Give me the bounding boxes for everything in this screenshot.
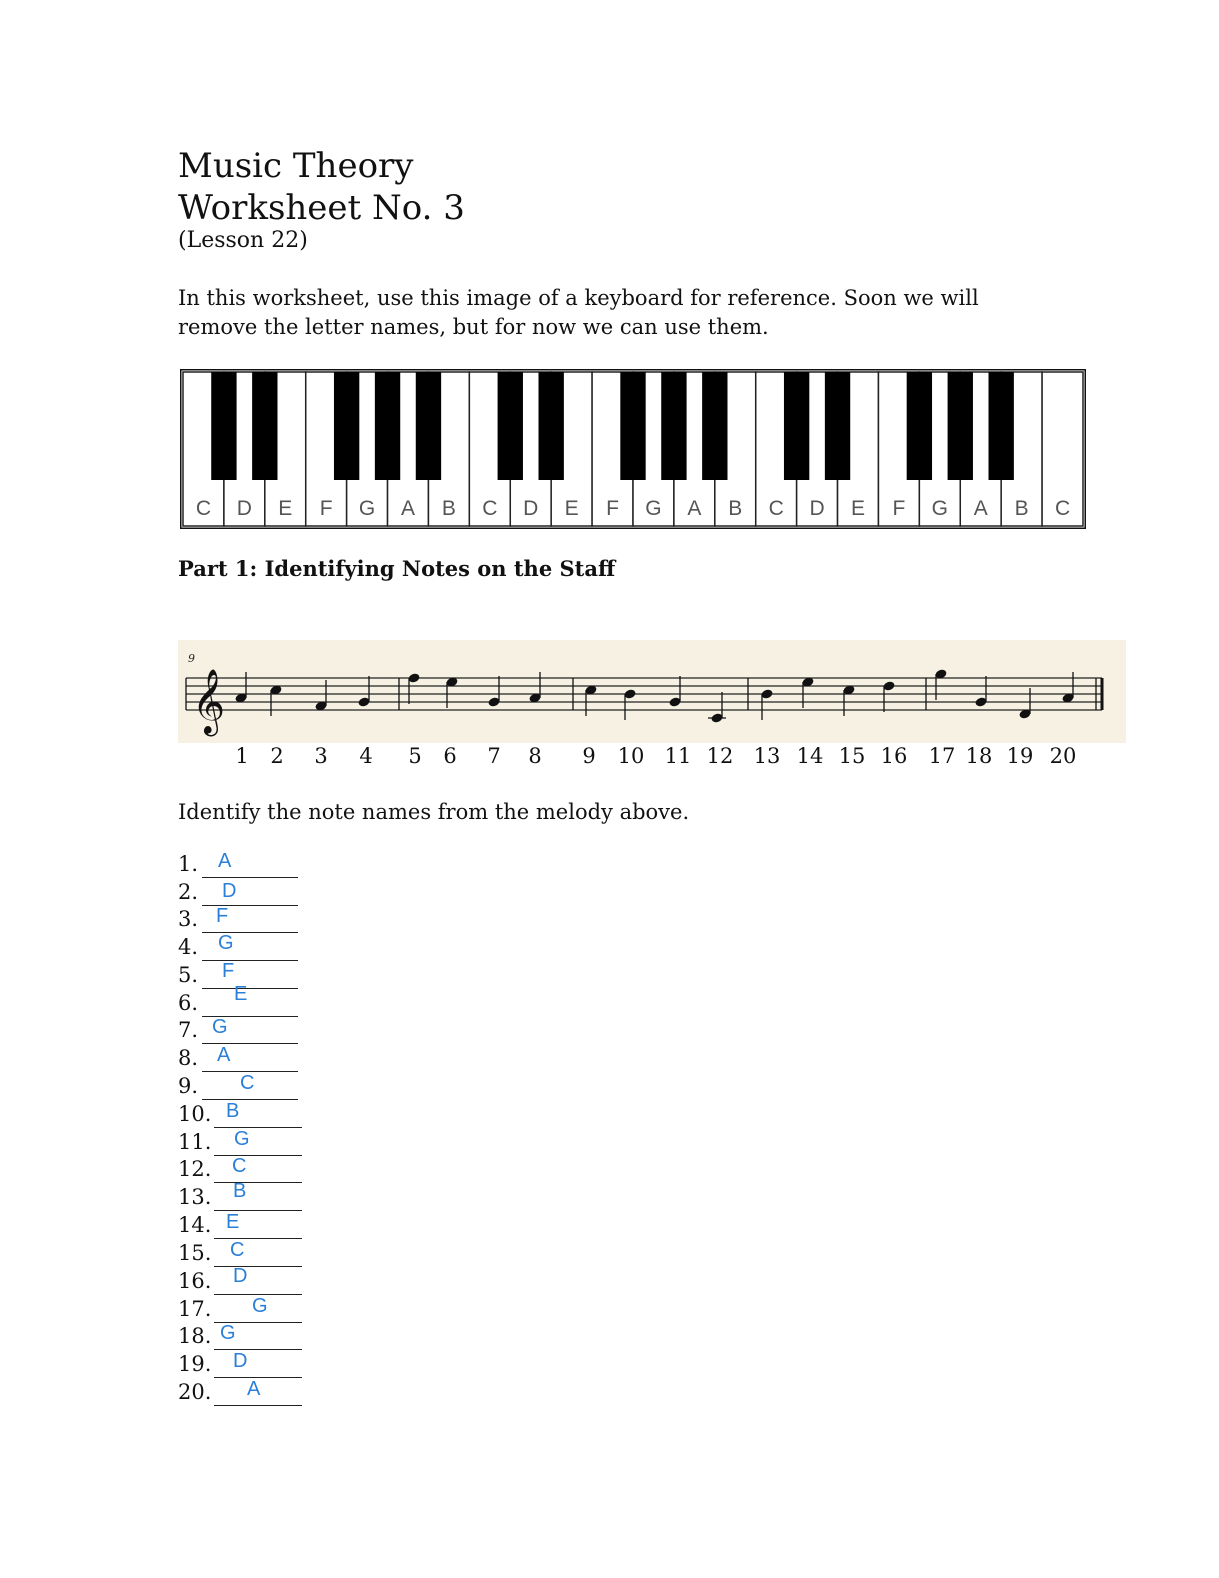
title-line-1: Music Theory	[178, 146, 414, 186]
answer-letter: G	[212, 1016, 228, 1038]
answer-letter: A	[217, 1044, 231, 1066]
answer-number: 6.	[178, 991, 199, 1015]
key-letter-label: F	[319, 497, 333, 520]
answer-letter: C	[240, 1072, 255, 1094]
key-letter-label: E	[850, 497, 866, 520]
answer-number: 13.	[178, 1185, 212, 1209]
key-letter-label: C	[195, 497, 212, 520]
answer-number: 16.	[178, 1269, 212, 1293]
note-number-label: 4	[359, 744, 373, 768]
key-letter-label: A	[687, 497, 702, 520]
answer-letter: C	[232, 1155, 247, 1177]
note-number-label: 2	[270, 744, 284, 768]
answer-blank-line[interactable]	[214, 1182, 302, 1183]
note-number-label: 16	[880, 744, 908, 768]
answer-item	[178, 1213, 378, 1241]
black-key	[989, 372, 1014, 480]
black-key	[334, 372, 359, 480]
answer-number: 8.	[178, 1046, 199, 1070]
note-number-label: 17	[928, 744, 956, 768]
note-number-label: 10	[617, 744, 645, 768]
answer-blank-line[interactable]	[214, 1238, 302, 1239]
black-key	[784, 372, 809, 480]
note-number-label: 6	[443, 744, 457, 768]
answer-item	[178, 983, 378, 1019]
black-key	[907, 372, 932, 480]
note-number-label: 13	[753, 744, 781, 768]
part1-heading: Part 1: Identifying Notes on the Staff	[178, 556, 616, 581]
answer-number: 5.	[178, 963, 199, 987]
note-number-label: 15	[838, 744, 866, 768]
answer-number: 17.	[178, 1297, 212, 1321]
answer-number: 15.	[178, 1241, 212, 1265]
answer-letter: E	[234, 983, 248, 1005]
key-letter-label: G	[358, 497, 376, 520]
black-key	[620, 372, 645, 480]
title-line-2: Worksheet No. 3	[178, 188, 465, 228]
answer-number: 3.	[178, 907, 199, 931]
answer-blank-line[interactable]	[202, 877, 298, 878]
answer-item	[178, 1265, 378, 1297]
answer-number: 9.	[178, 1074, 199, 1098]
note-number-label: 1	[235, 744, 249, 768]
answer-item	[178, 1380, 378, 1408]
keyboard-image	[180, 369, 1086, 529]
note-number-row	[0, 744, 1219, 774]
answer-letter: F	[216, 905, 229, 927]
lesson-label: (Lesson 22)	[178, 228, 308, 253]
note-number-label: 18	[965, 744, 993, 768]
key-letter-label: C	[768, 497, 784, 520]
answer-blank-line[interactable]	[214, 1155, 302, 1156]
answer-letter: B	[233, 1180, 247, 1202]
treble-clef-icon: 𝄞	[192, 669, 226, 734]
answer-blank-line[interactable]	[202, 1099, 298, 1100]
black-key	[211, 372, 236, 480]
black-key	[702, 372, 727, 480]
key-letter-label: D	[236, 497, 252, 520]
answer-letter: D	[233, 1265, 248, 1287]
answer-item	[178, 1241, 378, 1269]
key-letter-label: F	[892, 497, 906, 520]
key-letter-label: B	[1014, 497, 1029, 520]
answer-letter: G	[218, 932, 234, 954]
answer-number: 19.	[178, 1352, 212, 1376]
black-key	[948, 372, 973, 480]
key-letter-label: C	[482, 497, 498, 520]
answer-letter: C	[230, 1239, 245, 1261]
staff-melody-image	[178, 640, 1126, 743]
note-number-label: 11	[664, 744, 692, 768]
answer-letter: A	[247, 1378, 261, 1400]
answer-item	[178, 1074, 378, 1102]
answer-letter: D	[222, 880, 237, 902]
answer-number: 7.	[178, 1018, 199, 1042]
answer-number: 1.	[178, 852, 199, 876]
answer-number: 12.	[178, 1157, 212, 1181]
answer-number: 14.	[178, 1213, 212, 1237]
note-number-label: 7	[487, 744, 501, 768]
key-letter-label: E	[564, 497, 579, 520]
key-letter-label: D	[809, 497, 825, 520]
answer-number: 4.	[178, 935, 199, 959]
black-key	[375, 372, 400, 480]
key-letter-label: B	[728, 497, 743, 520]
answer-blank-line[interactable]	[214, 1266, 302, 1267]
answer-number: 20.	[178, 1380, 212, 1404]
answer-item	[178, 1297, 378, 1325]
answer-blank-line[interactable]	[202, 932, 298, 933]
note-number-label: 20	[1049, 744, 1077, 768]
answer-blank-line[interactable]	[202, 988, 298, 989]
answer-letter: B	[226, 1100, 240, 1122]
key-letter-label: D	[523, 497, 539, 520]
black-key	[416, 372, 441, 480]
answer-letter: G	[234, 1128, 250, 1150]
answer-item	[178, 1157, 378, 1185]
note-number-label: 9	[582, 744, 596, 768]
instruction-text: Identify the note names from the melody above.	[178, 800, 690, 824]
key-letter-label: A	[400, 497, 416, 520]
answer-item	[178, 852, 378, 880]
black-key	[825, 372, 850, 480]
measure-number: 9	[188, 652, 195, 665]
key-letter-label: F	[606, 497, 619, 520]
answer-item	[178, 1018, 378, 1046]
intro-paragraph: In this worksheet, use this image of a keyboard for reference. Soon we will remove the letter names, but for now we can use them.	[178, 286, 979, 339]
black-key	[661, 372, 686, 480]
answer-letter: G	[252, 1295, 268, 1317]
answer-item	[178, 1046, 378, 1074]
key-letter-label: E	[278, 497, 293, 520]
answer-number: 11.	[178, 1130, 212, 1154]
key-letter-label: G	[645, 497, 662, 520]
black-key	[498, 372, 523, 480]
note-number-label: 3	[314, 744, 328, 768]
answer-item	[178, 907, 378, 935]
note-number-label: 19	[1006, 744, 1034, 768]
key-letter-label: B	[441, 497, 456, 520]
key-letter-label: C	[1054, 497, 1071, 520]
answer-letter: A	[218, 850, 232, 872]
answer-number: 10.	[178, 1102, 212, 1126]
answer-item	[178, 960, 378, 991]
black-key	[539, 372, 564, 480]
answer-letter: G	[220, 1322, 236, 1344]
answer-item	[178, 1102, 378, 1130]
answer-item	[178, 1352, 378, 1380]
answer-blank-line[interactable]	[214, 1349, 302, 1350]
answer-item	[178, 1130, 378, 1158]
answer-number: 18.	[178, 1324, 212, 1348]
note-number-label: 8	[528, 744, 542, 768]
answer-item	[178, 1180, 378, 1213]
note-number-label: 5	[408, 744, 422, 768]
note-number-label: 14	[796, 744, 824, 768]
black-key	[252, 372, 277, 480]
answer-item	[178, 1324, 378, 1352]
answer-letter: D	[233, 1350, 248, 1372]
answer-blank-line[interactable]	[214, 1127, 302, 1128]
note-number-label: 12	[706, 744, 734, 768]
answer-blank-line[interactable]	[214, 1405, 302, 1406]
answer-item	[178, 932, 378, 963]
key-letter-label: G	[931, 497, 948, 520]
answer-number: 2.	[178, 880, 199, 904]
answer-blank-line[interactable]	[202, 960, 298, 961]
answer-letter: E	[226, 1211, 240, 1233]
answer-letter: F	[222, 960, 235, 982]
key-letter-label: A	[973, 497, 988, 520]
answer-item	[178, 880, 378, 908]
